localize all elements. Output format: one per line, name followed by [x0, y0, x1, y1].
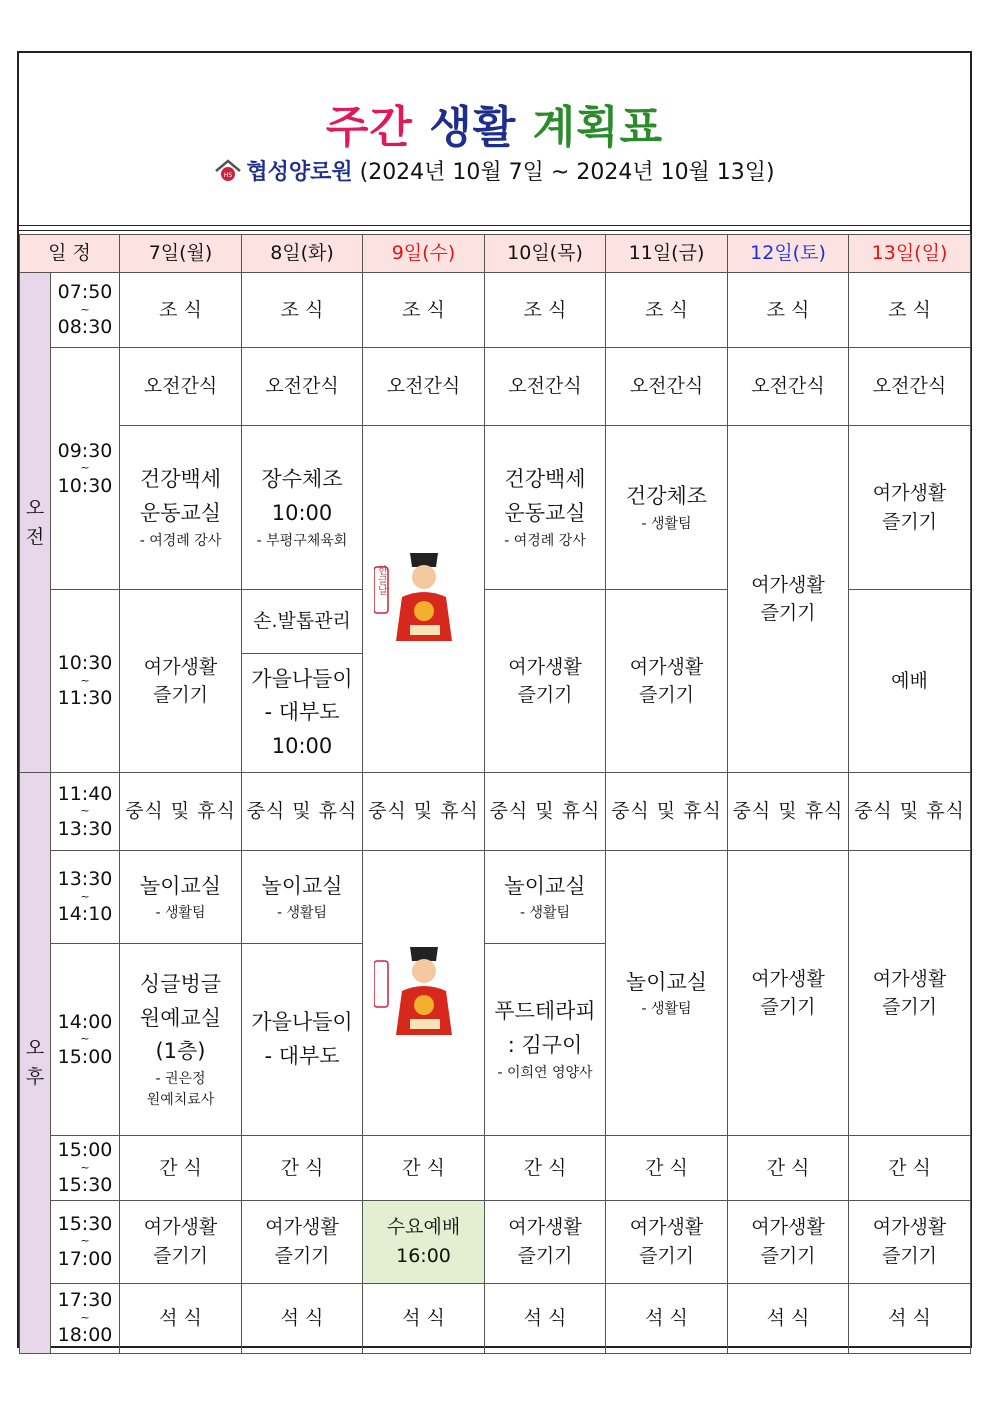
meal-cell: 조 식: [363, 273, 485, 348]
activity-cell: 건강체조 - 생활팀: [606, 426, 728, 590]
activity-cell: 여가생활 즐기기: [120, 1200, 242, 1283]
meal-cell: 석 식: [363, 1283, 485, 1353]
time-cell: 15:00 ~ 15:30: [51, 1136, 120, 1201]
schedule-table: [19, 234, 971, 1354]
day-header: 12일(토): [728, 235, 849, 273]
meal-cell: 간 식: [485, 1136, 606, 1201]
meal-cell: 중식 및 휴식: [363, 773, 485, 851]
meal-cell: 중식 및 휴식: [120, 773, 242, 851]
activity-cell: 놀이교실 - 생활팀: [242, 851, 363, 944]
table-row: [20, 273, 971, 348]
title-part-3: 계획표: [532, 102, 664, 153]
meal-cell: 석 식: [606, 1283, 728, 1353]
hangul-day-cell: [363, 426, 485, 773]
period-am: 오 전: [20, 273, 51, 773]
activity-cell: 손.발톱관리: [242, 590, 363, 654]
meal-cell: 중식 및 휴식: [849, 773, 971, 851]
time-cell: 17:30 ~ 18:00: [51, 1283, 120, 1353]
meal-cell: 조 식: [120, 273, 242, 348]
svg-text:HS: HS: [224, 172, 233, 179]
activity-cell: 여가생활 즐기기: [728, 1200, 849, 1283]
meal-cell: 석 식: [728, 1283, 849, 1353]
activity-cell: 건강백세 운동교실 - 여경례 강사: [120, 426, 242, 590]
activity-cell: 장수체조 10:00 - 부평구체육회: [242, 426, 363, 590]
meal-cell: 석 식: [242, 1283, 363, 1353]
meal-cell: 간 식: [120, 1136, 242, 1201]
activity-cell: 여가생활 즐기기: [606, 1200, 728, 1283]
activity-cell: 싱글벙글 원예교실 (1층) - 권은정 원예치료사: [120, 944, 242, 1136]
meal-cell: 석 식: [485, 1283, 606, 1353]
activity-cell: 가을나들이 - 대부도 10:00: [242, 654, 363, 773]
activity-cell: 놀이교실 - 생활팀: [485, 851, 606, 944]
table-row: [20, 348, 971, 426]
time-cell: 14:00 ~ 15:00: [51, 944, 120, 1136]
org-name: 협성양로원: [246, 160, 353, 185]
meal-cell: 석 식: [849, 1283, 971, 1353]
activity-cell: 푸드테라피 : 김구이 - 이희연 영양사: [485, 944, 606, 1136]
table-row: [20, 1200, 971, 1283]
meal-cell: 조 식: [242, 273, 363, 348]
meal-cell: 오전간식: [728, 348, 849, 426]
divider: [19, 230, 970, 231]
meal-cell: 조 식: [728, 273, 849, 348]
schedule-header: 일 정: [20, 235, 120, 273]
meal-cell: 조 식: [606, 273, 728, 348]
date-range: (2024년 10월 7일 ~ 2024년 10월 13일): [359, 160, 775, 185]
day-header: 8일(화): [242, 235, 363, 273]
title-part-2: 생활: [429, 102, 517, 153]
wed-worship-cell: 수요예배 16:00: [363, 1200, 485, 1283]
activity-cell: 여가생활 즐기기: [485, 590, 606, 773]
meal-cell: 조 식: [485, 273, 606, 348]
meal-cell: 간 식: [728, 1136, 849, 1201]
schedule-document: [17, 51, 972, 1348]
meal-cell: 간 식: [363, 1136, 485, 1201]
king-sejong-illustration: [374, 939, 474, 1039]
day-header: 11일(금): [606, 235, 728, 273]
meal-cell: 오전간식: [120, 348, 242, 426]
time-cell: 11:40 ~ 13:30: [51, 773, 120, 851]
activity-cell: 놀이교실 - 생활팀: [120, 851, 242, 944]
activity-cell: 여가생활 즐기기: [849, 851, 971, 1136]
meal-cell: 조 식: [849, 273, 971, 348]
activity-cell: 여가생활 즐기기: [606, 590, 728, 773]
activity-cell: 여가생활 즐기기: [849, 1200, 971, 1283]
activity-cell: 여가생활 즐기기: [849, 426, 971, 590]
activity-cell: 여가생활 즐기기: [728, 851, 849, 1136]
meal-cell: 간 식: [849, 1136, 971, 1201]
activity-cell: 여가생활 즐기기: [242, 1200, 363, 1283]
activity-cell: 건강백세 운동교실 - 여경례 강사: [485, 426, 606, 590]
day-header: 10일(목): [485, 235, 606, 273]
hangul-day-cell: [363, 851, 485, 1136]
time-cell: 07:50 ~ 08:30: [51, 273, 120, 348]
king-sejong-illustration: [374, 545, 474, 645]
activity-cell: 여가생활 즐기기: [728, 426, 849, 773]
document-header: [19, 53, 970, 228]
table-row: [20, 1136, 971, 1201]
divider: [19, 225, 970, 226]
meal-cell: 석 식: [120, 1283, 242, 1353]
svg-text:한글날: 한글날: [375, 564, 386, 595]
time-cell: 09:30 ~ 10:30: [51, 348, 120, 590]
table-row: [20, 773, 971, 851]
activity-cell: 놀이교실 - 생활팀: [606, 851, 728, 1136]
table-row: [20, 1283, 971, 1353]
page-title: [19, 91, 970, 155]
activity-cell: 여가생활 즐기기: [485, 1200, 606, 1283]
home-logo-icon: [214, 159, 242, 183]
meal-cell: 간 식: [606, 1136, 728, 1201]
table-row: [20, 851, 971, 944]
meal-cell: 오전간식: [485, 348, 606, 426]
activity-cell: 여가생활 즐기기: [120, 590, 242, 773]
subtitle: [19, 155, 970, 186]
activity-cell: 예배: [849, 590, 971, 773]
day-header: 9일(수): [363, 235, 485, 273]
meal-cell: 오전간식: [849, 348, 971, 426]
title-part-1: 주간: [325, 102, 413, 153]
header-row: [20, 235, 971, 273]
meal-cell: 중식 및 휴식: [485, 773, 606, 851]
activity-cell: 가을나들이 - 대부도: [242, 944, 363, 1136]
meal-cell: 중식 및 휴식: [606, 773, 728, 851]
meal-cell: 오전간식: [606, 348, 728, 426]
period-pm: 오 후: [20, 773, 51, 1354]
day-header: 13일(일): [849, 235, 971, 273]
time-cell: 15:30 ~ 17:00: [51, 1200, 120, 1283]
time-cell: 10:30 ~ 11:30: [51, 590, 120, 773]
meal-cell: 중식 및 휴식: [728, 773, 849, 851]
meal-cell: 오전간식: [242, 348, 363, 426]
meal-cell: 오전간식: [363, 348, 485, 426]
table-row: [20, 426, 971, 590]
time-cell: 13:30 ~ 14:10: [51, 851, 120, 944]
meal-cell: 간 식: [242, 1136, 363, 1201]
meal-cell: 중식 및 휴식: [242, 773, 363, 851]
day-header: 7일(월): [120, 235, 242, 273]
